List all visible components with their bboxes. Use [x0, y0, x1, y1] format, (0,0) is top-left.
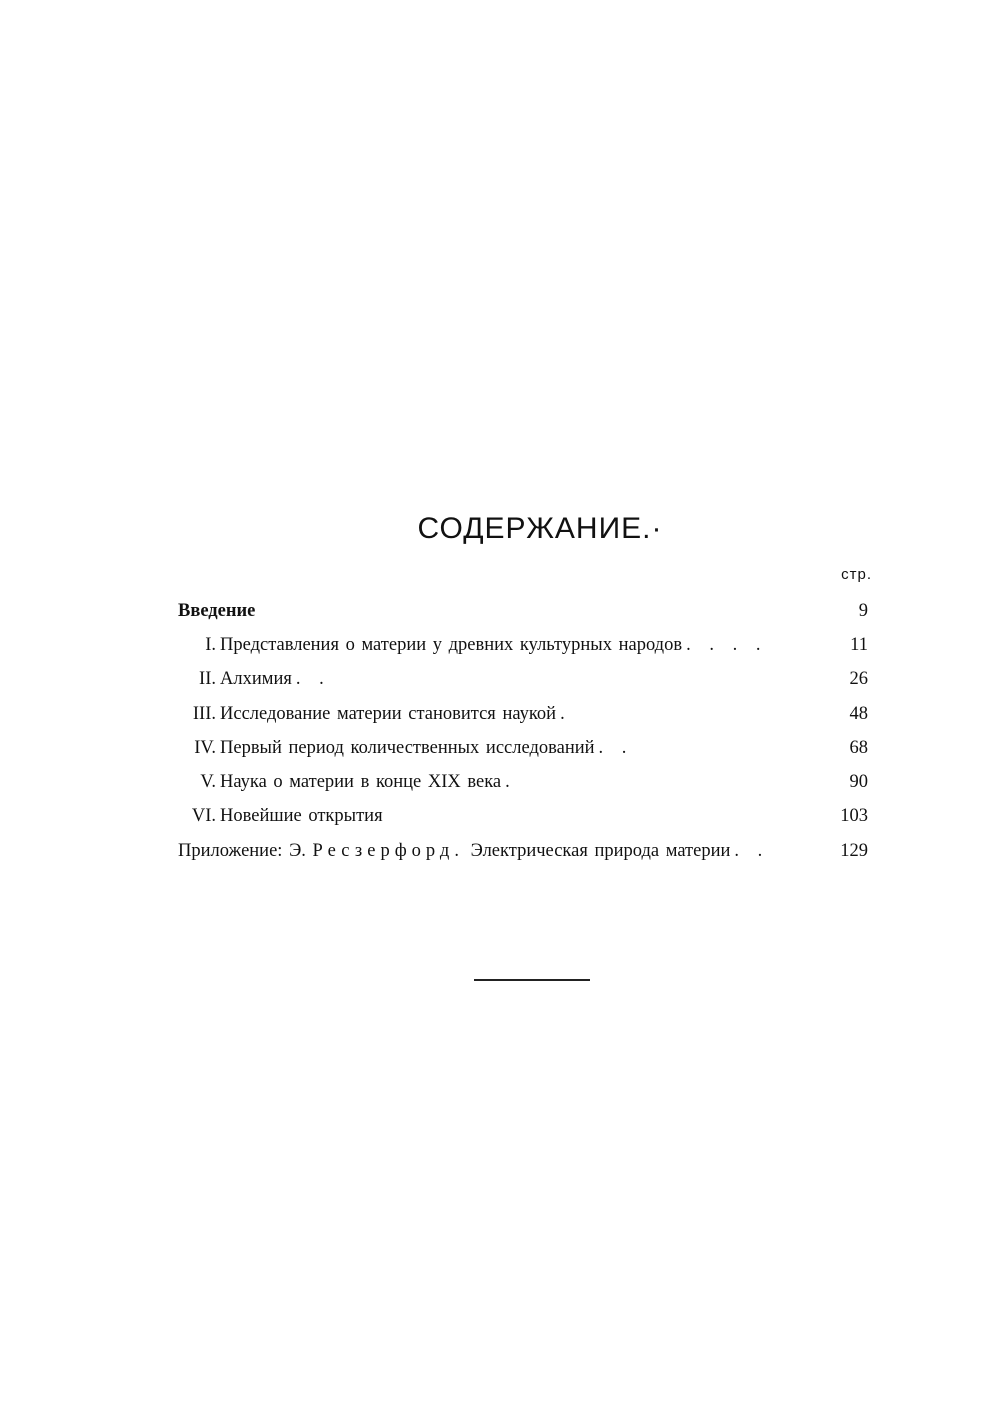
toc-entry-number: V. [200, 772, 216, 793]
toc-entry-dots: . . [734, 840, 769, 861]
toc-entry-number: VI. [191, 806, 216, 827]
page-title: СОДЕРЖАНИЕ.· [417, 512, 663, 545]
closing-rule [474, 979, 590, 981]
toc-entry-chapter-6 [178, 800, 868, 834]
toc-entry-number: IV. [194, 737, 216, 758]
toc-entry-page: 26 [849, 669, 868, 690]
toc-entry-chapter-3 [178, 697, 868, 731]
toc-entry-appendix [178, 834, 868, 868]
page-column-label: стр. [841, 566, 872, 583]
toc-entry-number: III. [192, 703, 216, 724]
toc-entry-chapter-5 [178, 765, 868, 799]
appendix-label: Приложение: [178, 840, 283, 861]
toc-entry-page: 103 [840, 806, 868, 827]
toc-entry-title: Представления о материи у древних культурных народов [220, 634, 683, 655]
toc-entry-title: Новейшие открытия [220, 806, 383, 827]
toc-entry-page: 9 [858, 600, 868, 621]
toc-entry-dots: . [560, 703, 571, 724]
toc-entry-page: 68 [849, 737, 868, 758]
appendix-author-name: Ресзерфорд. [312, 840, 464, 861]
toc-entry-page: 11 [850, 634, 868, 655]
toc-entry-title: Первый период количественных исследований [220, 737, 595, 758]
toc-entry-introduction [178, 594, 868, 628]
toc-entry-number: I. [205, 634, 216, 655]
appendix-title: Электрическая природа материи [470, 840, 731, 861]
toc-entry-page: 90 [849, 772, 868, 793]
toc-entry-dots: . [505, 772, 516, 793]
toc-entry-dots: . . . . [686, 634, 767, 655]
appendix-author-initial: Э. [289, 840, 306, 861]
toc-entry-page: 129 [840, 840, 868, 861]
toc-entry-title: Алхимия [220, 669, 292, 690]
toc-entry-dots: . . [598, 737, 633, 758]
toc-entry-title: Исследование материи становится наукой [220, 703, 557, 724]
toc-entry-title: Введение [178, 600, 256, 621]
toc-entry-dots: . . [295, 669, 330, 690]
toc-entry-title: Наука о материи в конце XIX века [220, 772, 502, 793]
toc-entry-page: 48 [849, 703, 868, 724]
toc-entry-number: II. [199, 669, 216, 690]
table-of-contents [178, 594, 868, 868]
toc-entry-chapter-1 [178, 628, 868, 662]
toc-entry-chapter-2 [178, 663, 868, 697]
toc-entry-chapter-4 [178, 731, 868, 765]
